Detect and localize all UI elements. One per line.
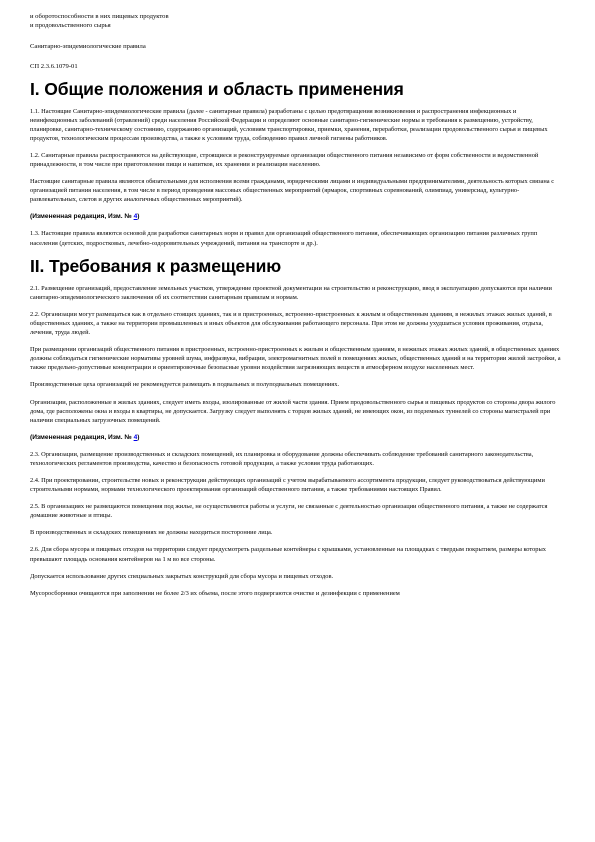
- paragraph-2-2-c: Производственные цеха организаций не рекомендуется размещать в подвальных и полуподвальных помещениях.: [30, 381, 340, 389]
- amendment-note-end: ): [137, 213, 140, 221]
- paragraph-2-1: 2.1. Размещение организаций, предоставление земельных участков, утверждение проектной документации на строительство и реконструкцию, ввод в эксплуатацию допускаются при наличии санитарно-эпидемиологического заключения об их соответствии санитарным правилам и нормам.: [30, 284, 552, 301]
- paragraph-2-6-b: Допускается использование других специальных закрытых конструкций для сбора мусора и пищевых отходов.: [30, 572, 334, 580]
- header-line-1: и оборотоспособности в них пищевых продуктов: [30, 13, 169, 20]
- paragraph-1-2: 1.2. Санитарные правила распространяются на действующие, строящиеся и реконструируемые организации общественного питания независимо от форм собственности и ведомственной принадлежности, в том числе при приготовлении пищи и напитков, их хранении и реализации населению.: [30, 152, 539, 169]
- header-line-2: и продовольственного сырья: [30, 22, 111, 30]
- amendment-link[interactable]: 4: [133, 213, 138, 221]
- rules-code: СП 2.3.6.1079-01: [30, 63, 78, 71]
- paragraph-1-1: 1.1. Настоящие Санитарно-эпидемиологические правила (далее - санитарные правила) разработаны с целью предотвращения возникновения и распространения инфекционных и неинфекционных заболеваний (отравлений) среди населения Российской Федерации и определяют основные санитарно-гигиенические нормы и требования к размещению, устройству, планировке, санитарно-техническому состоянию, содержанию организаций, условиям транспортировки, приемки, хранения, переработки, реализации продовольственного сырья и пищевых продуктов, технологическим процессам производства, а также к условиям труда, соблюдению правил личной гигиены работников.: [30, 107, 548, 142]
- paragraph-2-6: 2.6. Для сбора мусора и пищевых отходов на территории следует предусмотреть раздельные контейнеры с крышками, установленные на площадках с твердым покрытием, размеры которых превышают площадь основания контейнеров на 1 м во все стороны.: [30, 546, 546, 563]
- paragraph-2-5-b: В производственных и складских помещениях не должны находиться посторонние лица.: [30, 529, 273, 537]
- paragraph-2-2-b: При размещении организаций общественного питания в пристроенных, встроенно-пристроенных к жилым и общественным зданиям, в нежилых этажах жилых зданий, в общественных зданиях должны соблюдаться гигиенические нормативы уровней шума, инфразвука, вибрации, электромагнитных полей в помещениях жилых, общественных зданий и на территории жилой застройки, а также предельно-допустимые концентрации и ориентировочные безопасные уровни воздействия загрязняющих веществ в атмосферном воздухе населенных мест.: [30, 346, 561, 372]
- paragraph-2-2: 2.2. Организации могут размещаться как в отдельно стоящих зданиях, так и в пристроенных, встроенно-пристроенных к жилым и общественным зданиям, в нежилых этажах жилых зданий, в общественных зданиях, а также на территории промышленных и иных объектов для обслуживания работающего персонала. При этом не должны ухудшаться условия проживания, отдыха, лечения, труда людей.: [30, 310, 552, 337]
- paragraph-2-4: 2.4. При проектировании, строительстве новых и реконструкции действующих организаций с учетом вырабатываемого ассортимента продукции, следует руководствоваться действующими строительными нормами, нормами технологического проектирования организаций общественного питания, а также требованиями настоящих Правил.: [30, 476, 545, 494]
- paragraph-2-6-c: Мусоросборники очищаются при заполнении не более 2/3 их объема, после этого подвергаются очистке и дезинфекции с применением: [30, 589, 400, 597]
- amendment-note-text: (Измененная редакция, Изм. №: [30, 433, 134, 441]
- rules-title: Санитарно-эпидемиологические правила: [30, 42, 146, 50]
- section-1-heading: I. Общие положения и область применения: [30, 78, 404, 99]
- amendment-note-1: [30, 212, 561, 221]
- amendment-note-end: ): [137, 433, 140, 441]
- paragraph-1-2-b: Настоящие санитарные правила являются обязательными для исполнения всеми гражданами, юридическими лицами и индивидуальными предпринимателями, деятельность которых связана с организацией питания населения, в том числе в период проведения массовых общественных мероприятий (ярмарок, спортивных соревнований, олимпиад, универсиад, культурно-развлекательных, слетов и других аналогичных общественных мероприятий).: [30, 178, 555, 204]
- section-2-heading: II. Требования к размещению: [30, 255, 282, 276]
- amendment-note-2: [30, 433, 561, 442]
- amendment-note-text: (Измененная редакция, Изм. №: [30, 213, 134, 221]
- paragraph-1-3: 1.3. Настоящие правила являются основой для разработки санитарных норм и правил для организаций общественного питания, обеспечивающих организацию питания различных групп населения (детских, подростковых, лечебно-оздоровительных учреждений, питания на транспорте и др.).: [30, 230, 538, 247]
- paragraph-2-2-d: Организации, расположенные в жилых зданиях, следует иметь входы, изолированные от жилой части здания. Прием продовольственного сырья и пищевых продуктов со стороны двора жилого дома, где расположены окна и входы в квартиры, не допускается. Загрузку следует выполнять с торцов жилых зданий, не имеющих окон, из подземных туннелей со стороны магистралей при наличии специальных загрузочных помещений.: [30, 398, 556, 424]
- paragraph-2-3: 2.3. Организации, размещение производственных и складских помещений, их планировка и оборудование должны обеспечивать соблюдение требований санитарного законодательства, технологических регламентов производства, качество и безопасность готовой продукции, а также условия труда работающих.: [30, 450, 534, 467]
- paragraph-2-5: 2.5. В организациях не размещаются помещения под жилье, не осуществляются работы и услуги, не связанные с деятельностью организации общественного питания, а также не содержатся домашние животные и птицы.: [30, 503, 548, 520]
- document-header: [30, 0, 561, 72]
- amendment-link[interactable]: 4: [133, 433, 138, 441]
